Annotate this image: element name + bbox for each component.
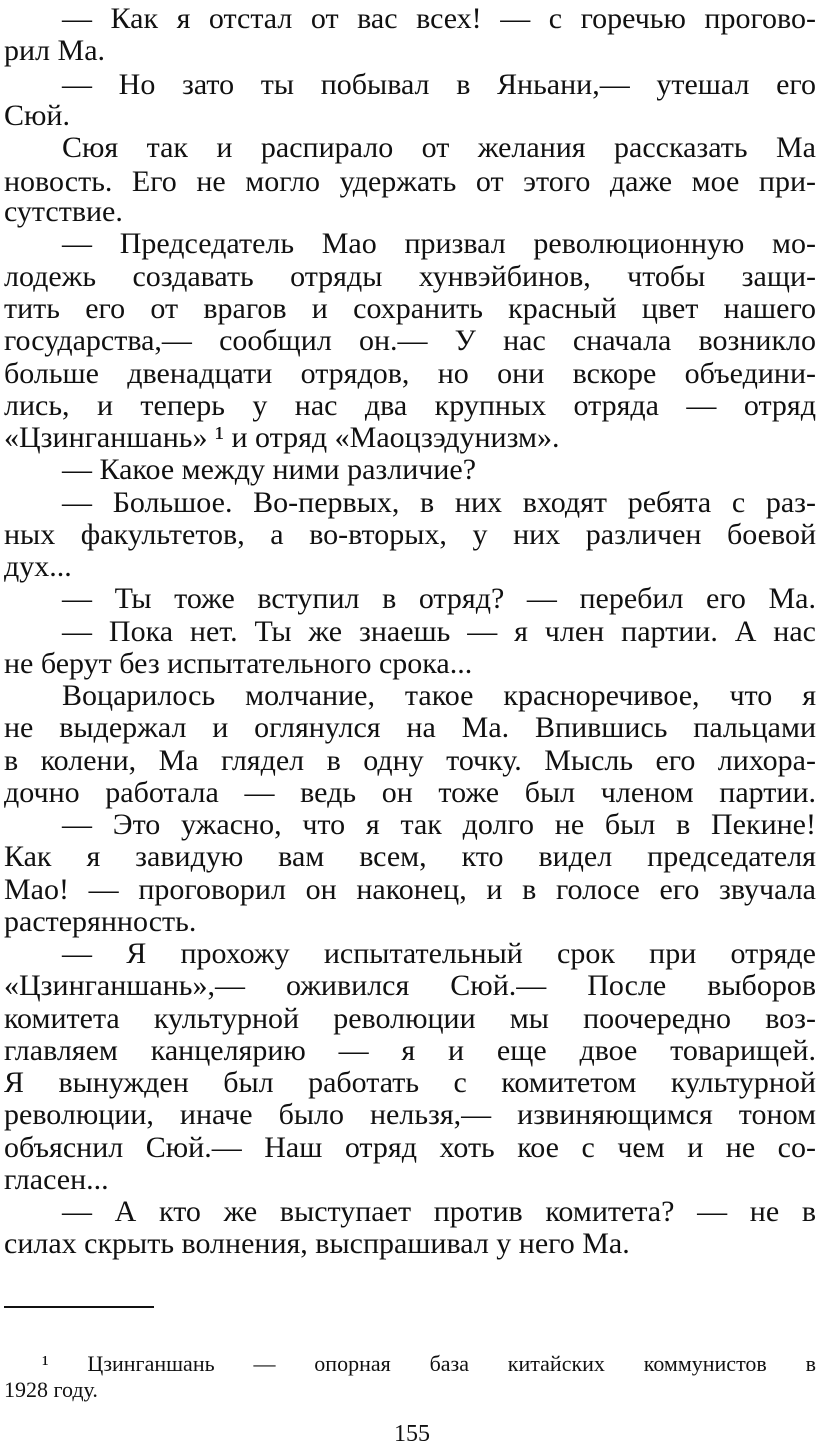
text-line: тить его от врагов и сохранить красный цвет нашего [4, 292, 816, 325]
text-line: новость. Его не могло удержать от этого даже мое при- [4, 165, 816, 198]
footnote-divider [4, 1306, 154, 1308]
text-line: — Как я отстал от вас всех! — с горечью прогово- [62, 2, 816, 35]
text-line: силах скрыть волнения, выспрашивал у него Ма. [4, 1227, 630, 1260]
text-line: — Какое между ними различие? [62, 453, 477, 486]
text-line: — Это ужасно, что я так долго не был в Пекине! [62, 808, 816, 841]
text-line: растерянность. [4, 905, 197, 938]
text-line: дух... [4, 550, 72, 583]
text-line: «Цзинганшань»,— оживился Сюй.— После выборов [4, 969, 816, 1002]
footnote-line: 1928 году. [4, 1377, 98, 1402]
text-line: больше двенадцати отрядов, но они вскоре объедини- [4, 357, 816, 390]
footnote-line: ¹ Цзинганшань — опорная база китайских коммунистов в [42, 1351, 816, 1376]
text-line: лись, и теперь у нас два крупных отряда — отряд [4, 389, 816, 422]
text-line: «Цзинганшань» ¹ и отряд «Маоцзэдунизм». [4, 421, 560, 454]
text-line: Сюй. [4, 99, 70, 132]
text-line: — Ты тоже вступил в отряд? — перебил его Ма. [62, 582, 816, 615]
text-line: в колени, Ма глядел в одну точку. Мысль его лихора- [4, 744, 816, 777]
text-line: — Но зато ты побывал в Яньани,— утешал его [62, 68, 816, 101]
text-line: — Большое. Во-первых, в них входят ребята с раз- [62, 486, 816, 519]
text-line: не берут без испытательного срока... [4, 647, 473, 680]
text-line: лодежь создавать отряды хунвэйбинов, чтобы защи- [4, 260, 816, 293]
text-line: — Я прохожу испытательный срок при отряде [62, 937, 816, 970]
text-line: — Председатель Мао призвал революционную мо- [62, 227, 816, 260]
text-line: революции, иначе было нельзя,— извиняющимся тоном [4, 1098, 816, 1131]
text-line: Я вынужден был работать с комитетом культурной [4, 1066, 816, 1099]
text-line: — Пока нет. Ты же знаешь — я член партии. А нас [62, 615, 816, 648]
text-line: объяснил Сюй.— Наш отряд хоть кое с чем и не со- [4, 1131, 816, 1164]
text-line: гласен... [4, 1163, 109, 1196]
text-line: Мао! — проговорил он наконец, и в голосе его звучала [4, 873, 816, 906]
text-line: рил Ма. [4, 34, 106, 67]
text-line: сутствие. [4, 195, 123, 228]
text-line: не выдержал и оглянулся на Ма. Впившись пальцами [4, 711, 816, 744]
text-line: ных факультетов, а во-вторых, у них различен боевой [4, 518, 816, 551]
text-line: комитета культурной революции мы поочередно воз- [4, 1002, 816, 1035]
text-line: Как я завидую вам всем, кто видел председателя [4, 840, 816, 873]
page-number: 155 [394, 1421, 430, 1447]
text-line: главляем канцелярию — я и еще двое товарищей. [4, 1034, 816, 1067]
text-line: Воцарилось молчание, такое красноречивое, что я [62, 679, 816, 712]
text-line: — А кто же выступает против комитета? — не в [62, 1195, 816, 1228]
text-line: государства,— сообщил он.— У нас сначала возникло [4, 324, 816, 357]
text-line: Сюя так и распирало от желания рассказать Ма [62, 131, 816, 164]
text-line: дочно работала — ведь он тоже был членом партии. [4, 776, 816, 809]
